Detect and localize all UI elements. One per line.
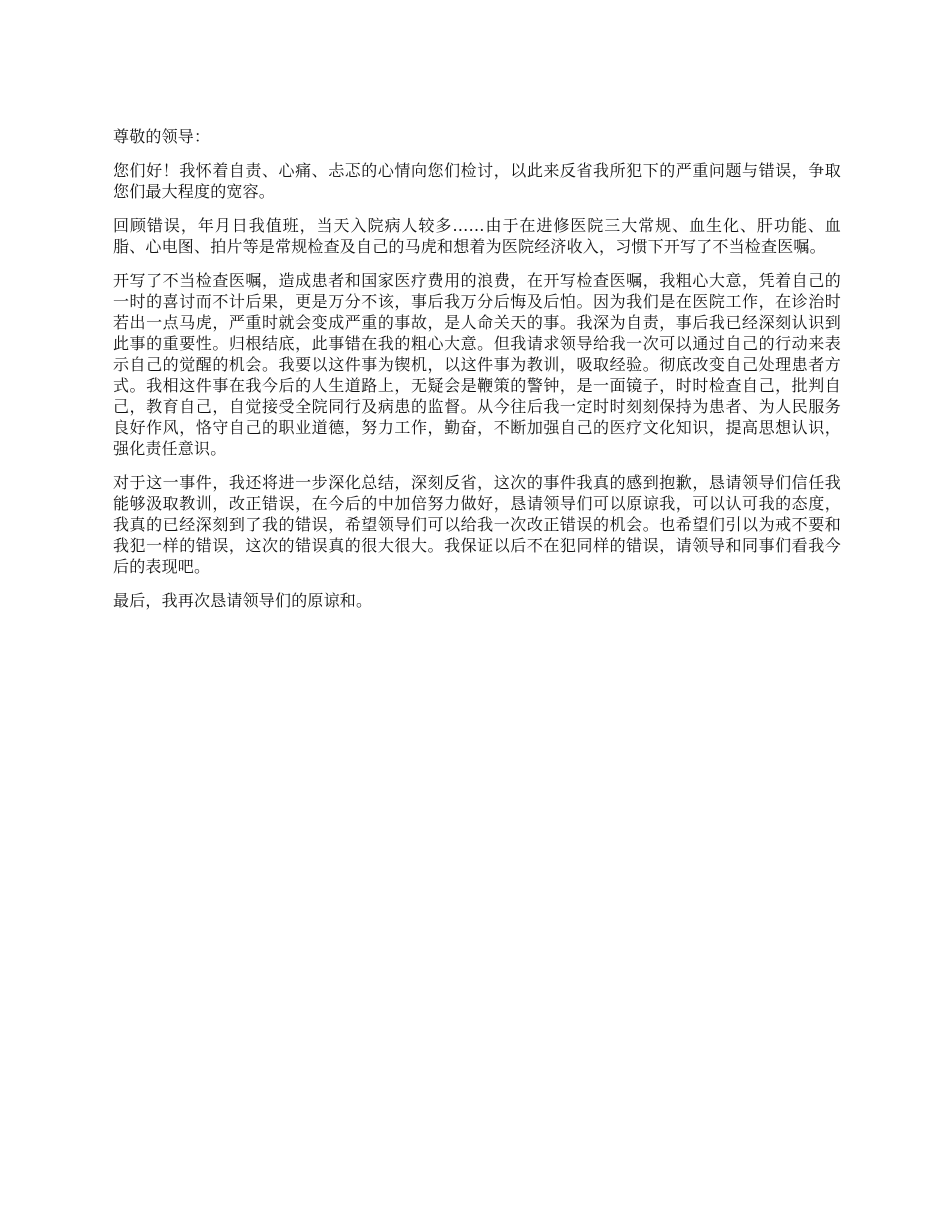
salutation: 尊敬的领导： — [113, 127, 211, 146]
paragraph-greeting: 您们好！我怀着自责、心痛、忐忑的心情向您们检讨，以此来反省我所犯下的严重问题与错误，争取您们最大程度的宽容。 — [113, 161, 841, 201]
document-page — [113, 126, 841, 624]
paragraph-reflection: 开写了不当检查医嘱，造成患者和国家医疗费用的浪费，在开写检查医嘱，我粗心大意，凭着自己的一时的喜讨而不计后果，更是万分不该，事后我万分后悔及后怕。因为我们是在医院工作，在诊治时若出一点马虎，严重时就会变成严重的事故，是人命关天的事。我深为自责，事后我已经深刻认识到此事的重要性。归根结底，此事错在我的粗心大意。但我请求领导给我一次可以通过自己的行动来表示自己的觉醒的机会。我要以这件事为锲机，以这件事为教训，吸取经验。彻底改变自己处理患者方式。我相这件事在我今后的人生道路上，无疑会是鞭策的警钟，是一面镜子，时时检查自己，批判自己，教育自己，自觉接受全院同行及病患的监督。从今往后我一定时时刻刻保持为患者、为人民服务良好作风，恪守自己的职业道德，努力工作，勤奋，不断加强自己的医疗文化知识，提高思想认识，强化责任意识。 — [113, 271, 841, 458]
paragraph-closing: 最后，我再次恳请领导们的原谅和。 — [113, 591, 373, 610]
paragraph-review: 回顾错误，年月日我值班，当天入院病人较多……由于在进修医院三大常规、血生化、肝功能、血脂、心电图、拍片等是常规检查及自己的马虎和想着为医院经济收入，习惯下开写了不当检查医嘱。 — [113, 216, 841, 256]
paragraph-commitment: 对于这一事件，我还将进一步深化总结，深刻反省，这次的事件我真的感到抱歉，恳请领导们信任我能够汲取教训，改正错误，在今后的中加倍努力做好，恳请领导们可以原谅我，可以认可我的态度，我真的已经深刻到了我的错误，希望领导们可以给我一次改正错误的机会。也希望们引以为戒不要和我犯一样的错误，这次的错误真的很大很大。我保证以后不在犯同样的错误，请领导和同事们看我今后的表现吧。 — [113, 473, 841, 576]
